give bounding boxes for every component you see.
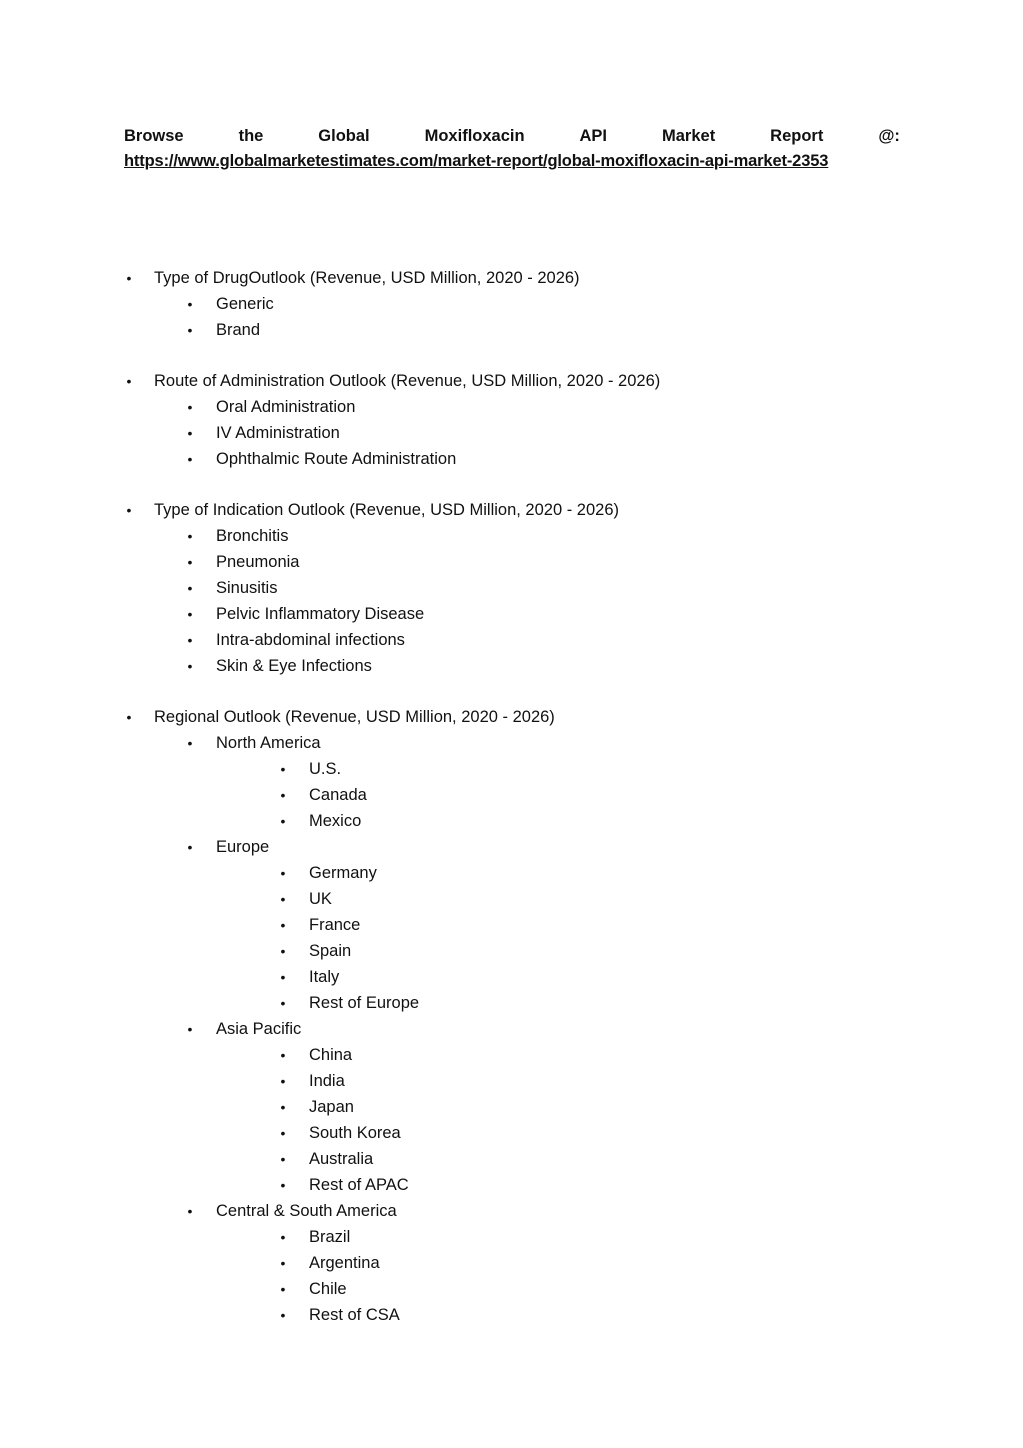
- country-item: [124, 1276, 924, 1302]
- country-item: [124, 860, 924, 886]
- bullet-icon: •: [187, 528, 193, 544]
- segment-item: [124, 291, 924, 317]
- report-link[interactable]: https://www.globalmarketestimates.com/market-report/global-moxifloxacin-api-market-2353: [124, 152, 829, 170]
- country-item: [124, 808, 924, 834]
- country-item-label: U.S.: [309, 760, 342, 778]
- segment-item-label: Skin & Eye Infections: [216, 657, 372, 675]
- country-item-label: India: [309, 1072, 345, 1090]
- country-item-label: Rest of Europe: [309, 994, 420, 1012]
- browse-word: @:: [878, 127, 900, 145]
- country-item: [124, 912, 924, 938]
- segment-item-label: Brand: [216, 321, 261, 339]
- segment-item: [124, 317, 924, 343]
- bullet-icon: •: [126, 502, 132, 518]
- section-title: [124, 497, 924, 523]
- bullet-icon: •: [280, 865, 286, 881]
- segment-item: [124, 601, 924, 627]
- bullet-icon: •: [126, 709, 132, 725]
- segment-item-label: Sinusitis: [216, 579, 278, 597]
- bullet-icon: •: [280, 1307, 286, 1323]
- bullet-icon: •: [187, 554, 193, 570]
- country-item: [124, 964, 924, 990]
- outline-section: [124, 497, 924, 679]
- country-item-label: Argentina: [309, 1254, 380, 1272]
- bullet-icon: •: [187, 322, 193, 338]
- region-item: [124, 1198, 924, 1224]
- country-item: [124, 1068, 924, 1094]
- bullet-icon: •: [280, 1281, 286, 1297]
- segment-item-label: Pelvic Inflammatory Disease: [216, 605, 425, 623]
- bullet-icon: •: [280, 995, 286, 1011]
- bullet-icon: •: [280, 1151, 286, 1167]
- country-item-label: Spain: [309, 942, 352, 960]
- bullet-icon: •: [280, 1073, 286, 1089]
- bullet-icon: •: [280, 1047, 286, 1063]
- bullet-icon: •: [126, 373, 132, 389]
- bullet-icon: •: [280, 813, 286, 829]
- region-item-label: Asia Pacific: [216, 1020, 302, 1038]
- bullet-icon: •: [187, 839, 193, 855]
- browse-report-paragraph: [124, 124, 900, 174]
- section-title-label: Route of Administration Outlook (Revenue, USD Million, 2020 - 2026): [154, 372, 661, 390]
- country-item: [124, 1302, 924, 1328]
- country-item: [124, 1224, 924, 1250]
- country-item-label: UK: [309, 890, 332, 908]
- bullet-icon: •: [280, 917, 286, 933]
- segment-item: [124, 420, 924, 446]
- outline-section: [124, 368, 924, 472]
- bullet-icon: •: [187, 1203, 193, 1219]
- segment-item-label: Intra-abdominal infections: [216, 631, 405, 649]
- country-item: [124, 938, 924, 964]
- segment-item: [124, 549, 924, 575]
- country-item-label: Canada: [309, 786, 367, 804]
- bullet-icon: •: [187, 1021, 193, 1037]
- bullet-icon: •: [280, 787, 286, 803]
- country-item-label: Rest of APAC: [309, 1176, 409, 1194]
- segment-item-label: Pneumonia: [216, 553, 300, 571]
- country-item: [124, 756, 924, 782]
- segment-item: [124, 446, 924, 472]
- outline-section: [124, 704, 924, 1328]
- country-item: [124, 782, 924, 808]
- bullet-icon: •: [280, 943, 286, 959]
- region-item-label: North America: [216, 734, 321, 752]
- bullet-icon: •: [280, 891, 286, 907]
- country-item: [124, 1042, 924, 1068]
- country-item-label: Chile: [309, 1280, 347, 1298]
- country-item: [124, 990, 924, 1016]
- segment-item-label: Ophthalmic Route Administration: [216, 450, 457, 468]
- region-item: [124, 1016, 924, 1042]
- section-title-label: Type of DrugOutlook (Revenue, USD Million, 2020 - 2026): [154, 269, 580, 287]
- segment-item: [124, 394, 924, 420]
- section-title-label: Regional Outlook (Revenue, USD Million, 2020 - 2026): [154, 708, 555, 726]
- region-item: [124, 834, 924, 860]
- bullet-icon: •: [280, 1177, 286, 1193]
- country-item: [124, 886, 924, 912]
- country-item: [124, 1146, 924, 1172]
- bullet-icon: •: [187, 632, 193, 648]
- bullet-icon: •: [187, 606, 193, 622]
- country-item-label: China: [309, 1046, 353, 1064]
- browse-word: API: [579, 127, 608, 145]
- country-item: [124, 1094, 924, 1120]
- bullet-icon: •: [187, 425, 193, 441]
- bullet-icon: •: [187, 451, 193, 467]
- country-item-label: Italy: [309, 968, 340, 986]
- region-item: [124, 730, 924, 756]
- country-item: [124, 1120, 924, 1146]
- segment-item: [124, 575, 924, 601]
- segment-item-label: Oral Administration: [216, 398, 356, 416]
- region-item-label: Central & South America: [216, 1202, 397, 1220]
- segment-item-label: Bronchitis: [216, 527, 289, 545]
- segmentation-outline: [124, 265, 924, 1353]
- section-title: [124, 368, 924, 394]
- country-item: [124, 1172, 924, 1198]
- country-item: [124, 1250, 924, 1276]
- outline-section: [124, 265, 924, 343]
- browse-word: Moxifloxacin: [424, 127, 525, 145]
- browse-word: the: [238, 127, 264, 145]
- country-item-label: Mexico: [309, 812, 362, 830]
- bullet-icon: •: [126, 270, 132, 286]
- bullet-icon: •: [187, 658, 193, 674]
- country-item-label: France: [309, 916, 361, 934]
- bullet-icon: •: [187, 296, 193, 312]
- bullet-icon: •: [280, 1229, 286, 1245]
- region-item-label: Europe: [216, 838, 270, 856]
- section-title-label: Type of Indication Outlook (Revenue, USD Million, 2020 - 2026): [154, 501, 619, 519]
- section-title: [124, 265, 924, 291]
- browse-word: Report: [770, 127, 824, 145]
- bullet-icon: •: [280, 761, 286, 777]
- section-title: [124, 704, 924, 730]
- country-item-label: Australia: [309, 1150, 374, 1168]
- browse-word: Global: [318, 127, 370, 145]
- browse-word: Browse: [124, 127, 184, 145]
- segment-item: [124, 653, 924, 679]
- country-item-label: Germany: [309, 864, 377, 882]
- bullet-icon: •: [280, 1255, 286, 1271]
- country-item-label: South Korea: [309, 1124, 401, 1142]
- country-item-label: Rest of CSA: [309, 1306, 400, 1324]
- bullet-icon: •: [187, 735, 193, 751]
- browse-word: Market: [662, 127, 716, 145]
- segment-item-label: Generic: [216, 295, 274, 313]
- bullet-icon: •: [280, 1125, 286, 1141]
- bullet-icon: •: [280, 1099, 286, 1115]
- bullet-icon: •: [187, 399, 193, 415]
- bullet-icon: •: [280, 969, 286, 985]
- country-item-label: Japan: [309, 1098, 354, 1116]
- bullet-icon: •: [187, 580, 193, 596]
- browse-heading-line: [124, 124, 900, 149]
- segment-item: [124, 523, 924, 549]
- country-item-label: Brazil: [309, 1228, 351, 1246]
- segment-item: [124, 627, 924, 653]
- segment-item-label: IV Administration: [216, 424, 340, 442]
